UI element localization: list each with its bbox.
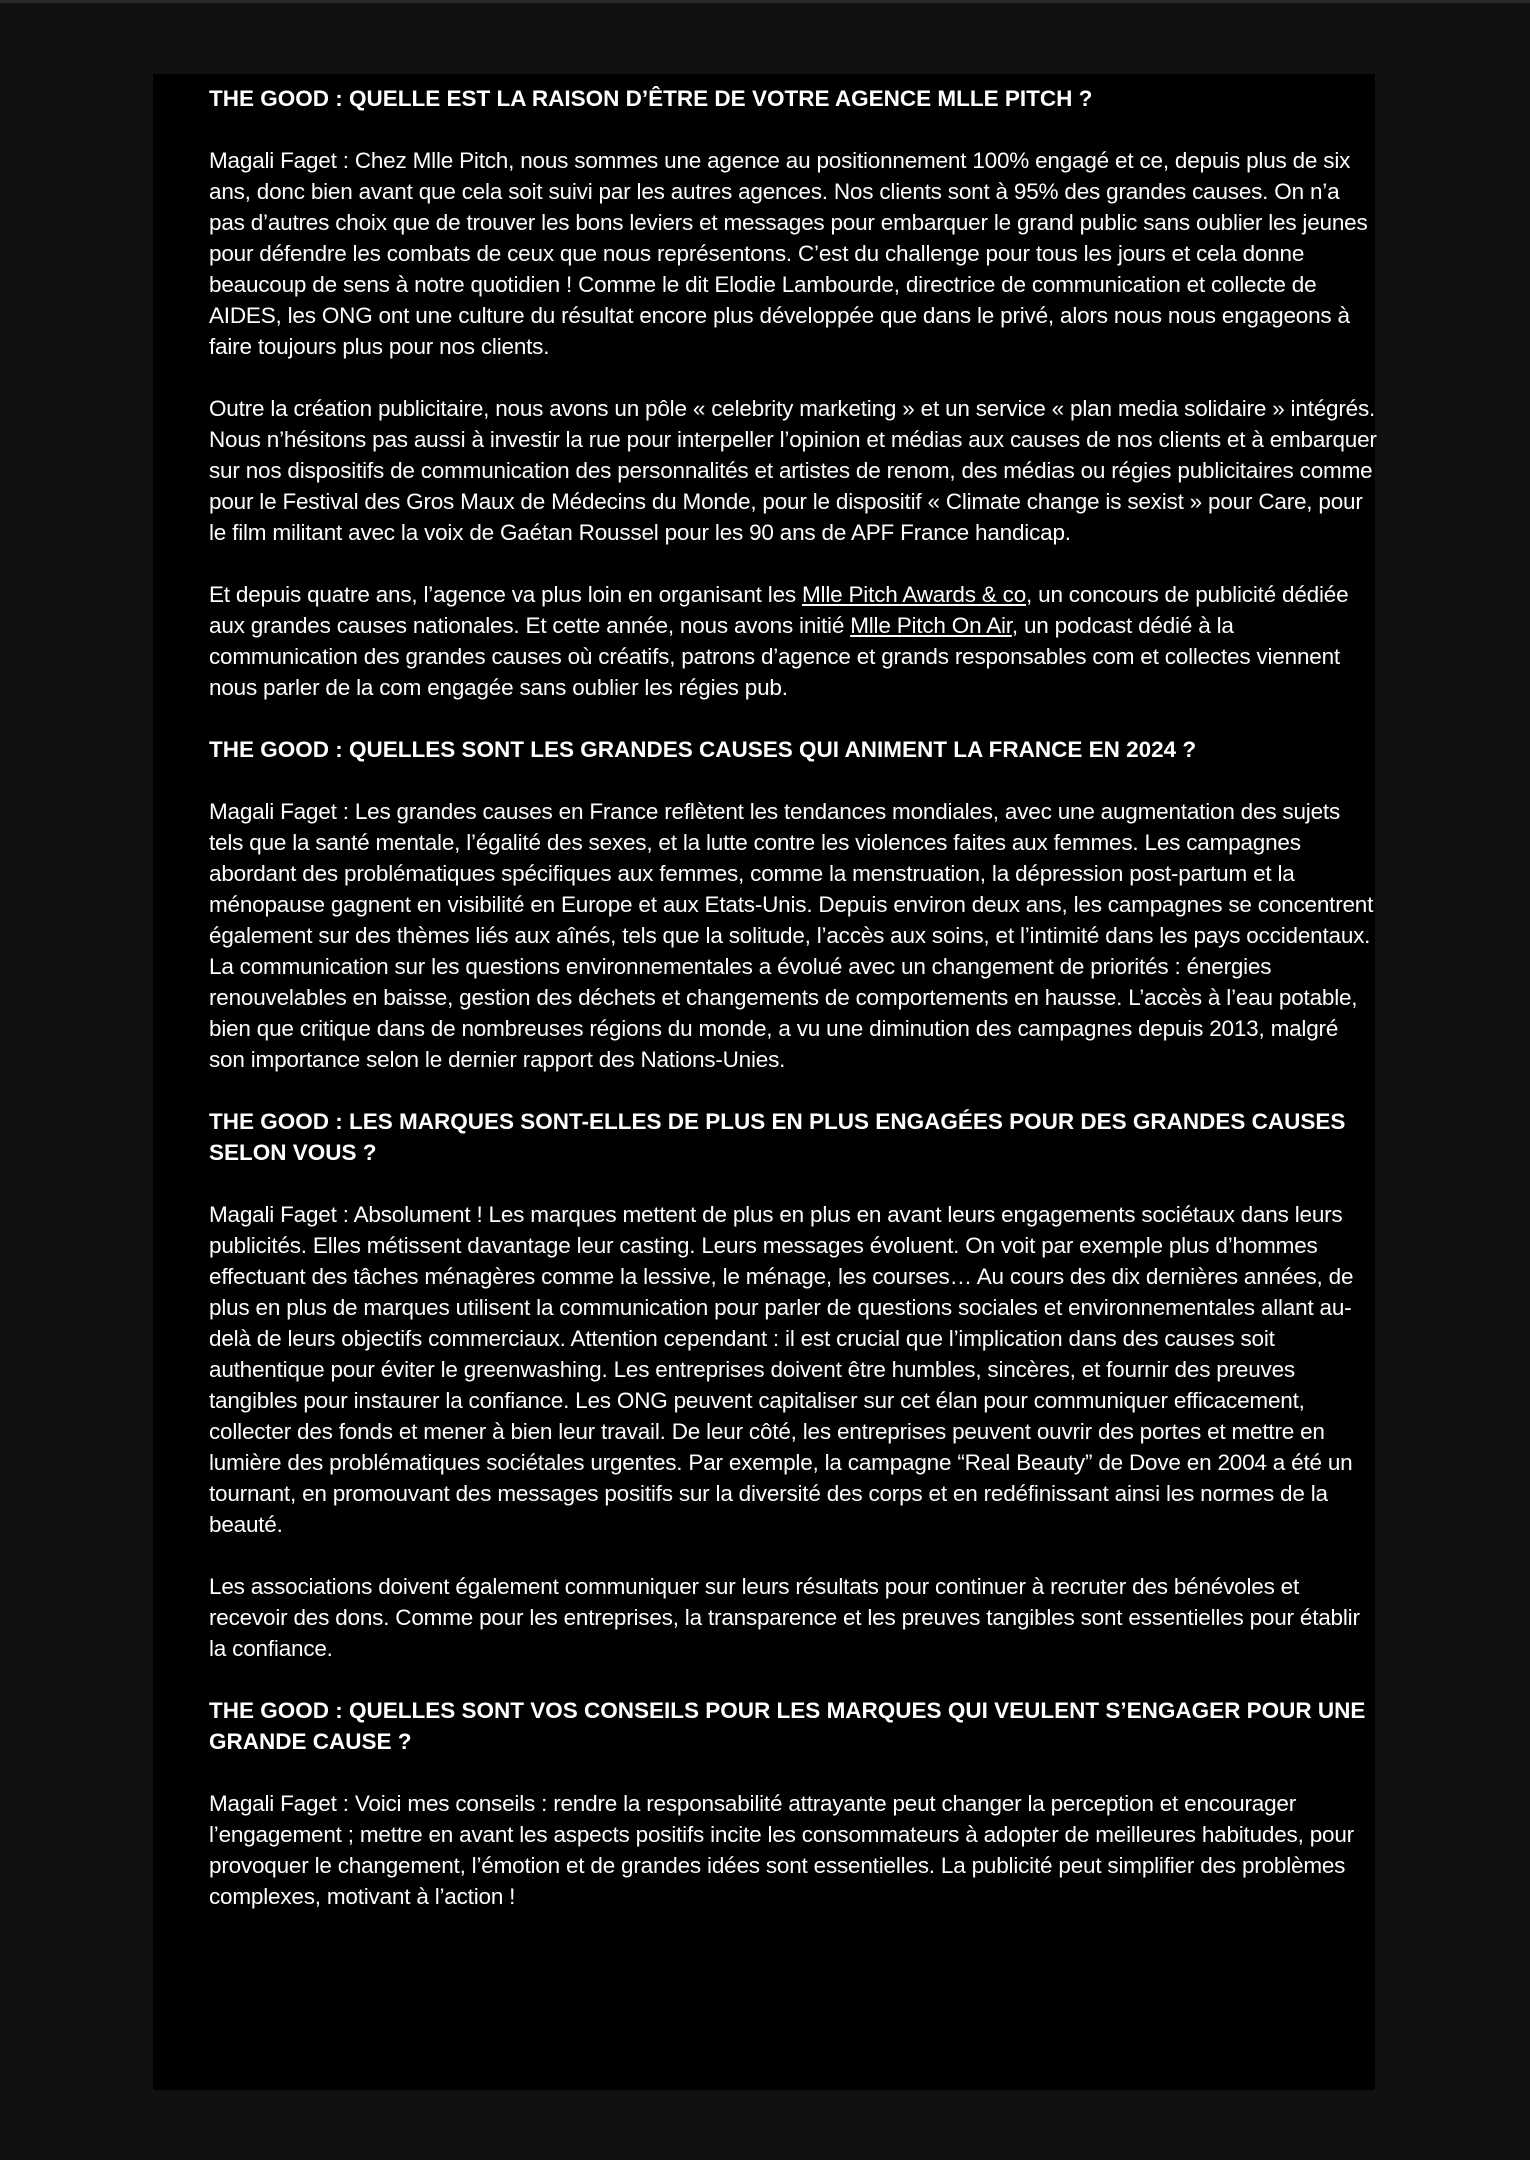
- article-page: [153, 74, 1375, 2090]
- article-body: [209, 83, 1379, 1912]
- paragraph-text: Et depuis quatre ans, l’agence va plus loin en organisant les: [209, 582, 802, 607]
- question-heading: THE GOOD : QUELLES SONT LES GRANDES CAUSES QUI ANIMENT LA FRANCE EN 2024 ?: [209, 737, 1197, 762]
- answer-paragraph: Magali Faget : Chez Mlle Pitch, nous sommes une agence au positionnement 100% engagé et ce, depuis plus de six ans, donc bien avant que cela soit suivi par les autres agences. Nos clients sont à 95% des grandes causes. On n’a pas d’autres choix que de trouver les bons leviers et messages pour embarquer le grand public sans oublier les jeunes pour défendre les combats de ceux que nous représentons. C’est du challenge pour tous les jours et cela donne beaucoup de sens à notre quotidien ! Comme le dit Elodie Lambourde, directrice de communication et collecte de AIDES, les ONG ont une culture du résultat encore plus développée que dans le privé, alors nous nous engageons à faire toujours plus pour nos clients.: [209, 148, 1368, 359]
- answer-paragraph: Outre la création publicitaire, nous avons un pôle « celebrity marketing » et un service « plan media solidaire » intégrés. Nous n’hésitons pas aussi à investir la rue pour interpeller l’opinion et médias aux causes de nos clients et à embarquer sur nos dispositifs de communication des personnalités et artistes de renom, des médias ou régies publicitaires comme pour le Festival des Gros Maux de Médecins du Monde, pour le dispositif « Climate change is sexist » pour Care, pour le film militant avec la voix de Gaétan Roussel pour les 90 ans de APF France handicap.: [209, 396, 1377, 545]
- answer-paragraph: Magali Faget : Les grandes causes en France reflètent les tendances mondiales, avec une augmentation des sujets tels que la santé mentale, l’égalité des sexes, et la lutte contre les violences faites aux femmes. Les campagnes abordant des problématiques spécifiques aux femmes, comme la menstruation, la dépression post-partum et la ménopause gagnent en visibilité en Europe et aux Etats-Unis. Depuis environ deux ans, les campagnes se concentrent également sur des thèmes liés aux aînés, tels que la solitude, l’accès aux soins, et l’intimité dans les pays occidentaux. La communication sur les questions environnementales a évolué avec un changement de priorités : énergies renouvelables en baisse, gestion des déchets et changements de comportements en hausse. L’accès à l’eau potable, bien que critique dans de nombreuses régions du monde, a vu une diminution des campagnes depuis 2013, malgré son importance selon le dernier rapport des Nations-Unies.: [209, 799, 1374, 1072]
- question-heading: THE GOOD : LES MARQUES SONT-ELLES DE PLUS EN PLUS ENGAGÉES POUR DES GRANDES CAUSES SELON VOUS ?: [209, 1109, 1346, 1165]
- mlle-pitch-on-air-link[interactable]: Mlle Pitch On Air: [850, 613, 1012, 638]
- answer-paragraph: [209, 579, 1379, 703]
- mlle-pitch-awards-link[interactable]: Mlle Pitch Awards & co: [802, 582, 1027, 607]
- answer-paragraph: Magali Faget : Voici mes conseils : rendre la responsabilité attrayante peut changer la perception et encourager l’engagement ; mettre en avant les aspects positifs incite les consommateurs à adopter de meilleures habitudes, pour provoquer le changement, l’émotion et de grandes idées sont essentielles. La publicité peut simplifier des problèmes complexes, motivant à l’action !: [209, 1791, 1354, 1909]
- top-divider: [0, 0, 1530, 3]
- answer-paragraph: Magali Faget : Absolument ! Les marques mettent de plus en plus en avant leurs engagements sociétaux dans leurs publicités. Elles métissent davantage leur casting. Leurs messages évoluent. On voit par exemple plus d’hommes effectuant des tâches ménagères comme la lessive, le ménage, les courses… Au cours des dix dernières années, de plus en plus de marques utilisent la communication pour parler de questions sociales et environnementales allant au-delà de leurs objectifs commerciaux. Attention cependant : il est crucial que l’implication dans des causes soit authentique pour éviter le greenwashing. Les entreprises doivent être humbles, sincères, et fournir des preuves tangibles pour instaurer la confiance. Les ONG peuvent capitaliser sur cet élan pour communiquer efficacement, collecter des fonds et mener à bien leur travail. De leur côté, les entreprises peuvent ouvrir des portes et mettre en lumière des problématiques sociétales urgentes. Par exemple, la campagne “Real Beauty” de Dove en 2004 a été un tournant, en promouvant des messages positifs sur la diversité des corps et en redéfinissant ainsi les normes de la beauté.: [209, 1202, 1354, 1537]
- paragraph-text: , un podcast dédié à la communication des grandes causes où créatifs, patrons d’agence et grands responsables com et collectes viennent nous parler de la com engagée sans oublier les régies pub.: [209, 613, 1340, 700]
- question-heading: THE GOOD : QUELLES SONT VOS CONSEILS POUR LES MARQUES QUI VEULENT S’ENGAGER POUR UNE GRANDE CAUSE ?: [209, 1698, 1366, 1754]
- paragraph-text: , un concours de publicité dédiée aux grandes causes nationales. Et cette année, nous avons initié: [209, 582, 1349, 638]
- answer-paragraph: Les associations doivent également communiquer sur leurs résultats pour continuer à recruter des bénévoles et recevoir des dons. Comme pour les entreprises, la transparence et les preuves tangibles sont essentielles pour établir la confiance.: [209, 1574, 1360, 1661]
- question-heading: THE GOOD : QUELLE EST LA RAISON D’ÊTRE DE VOTRE AGENCE MLLE PITCH ?: [209, 86, 1093, 111]
